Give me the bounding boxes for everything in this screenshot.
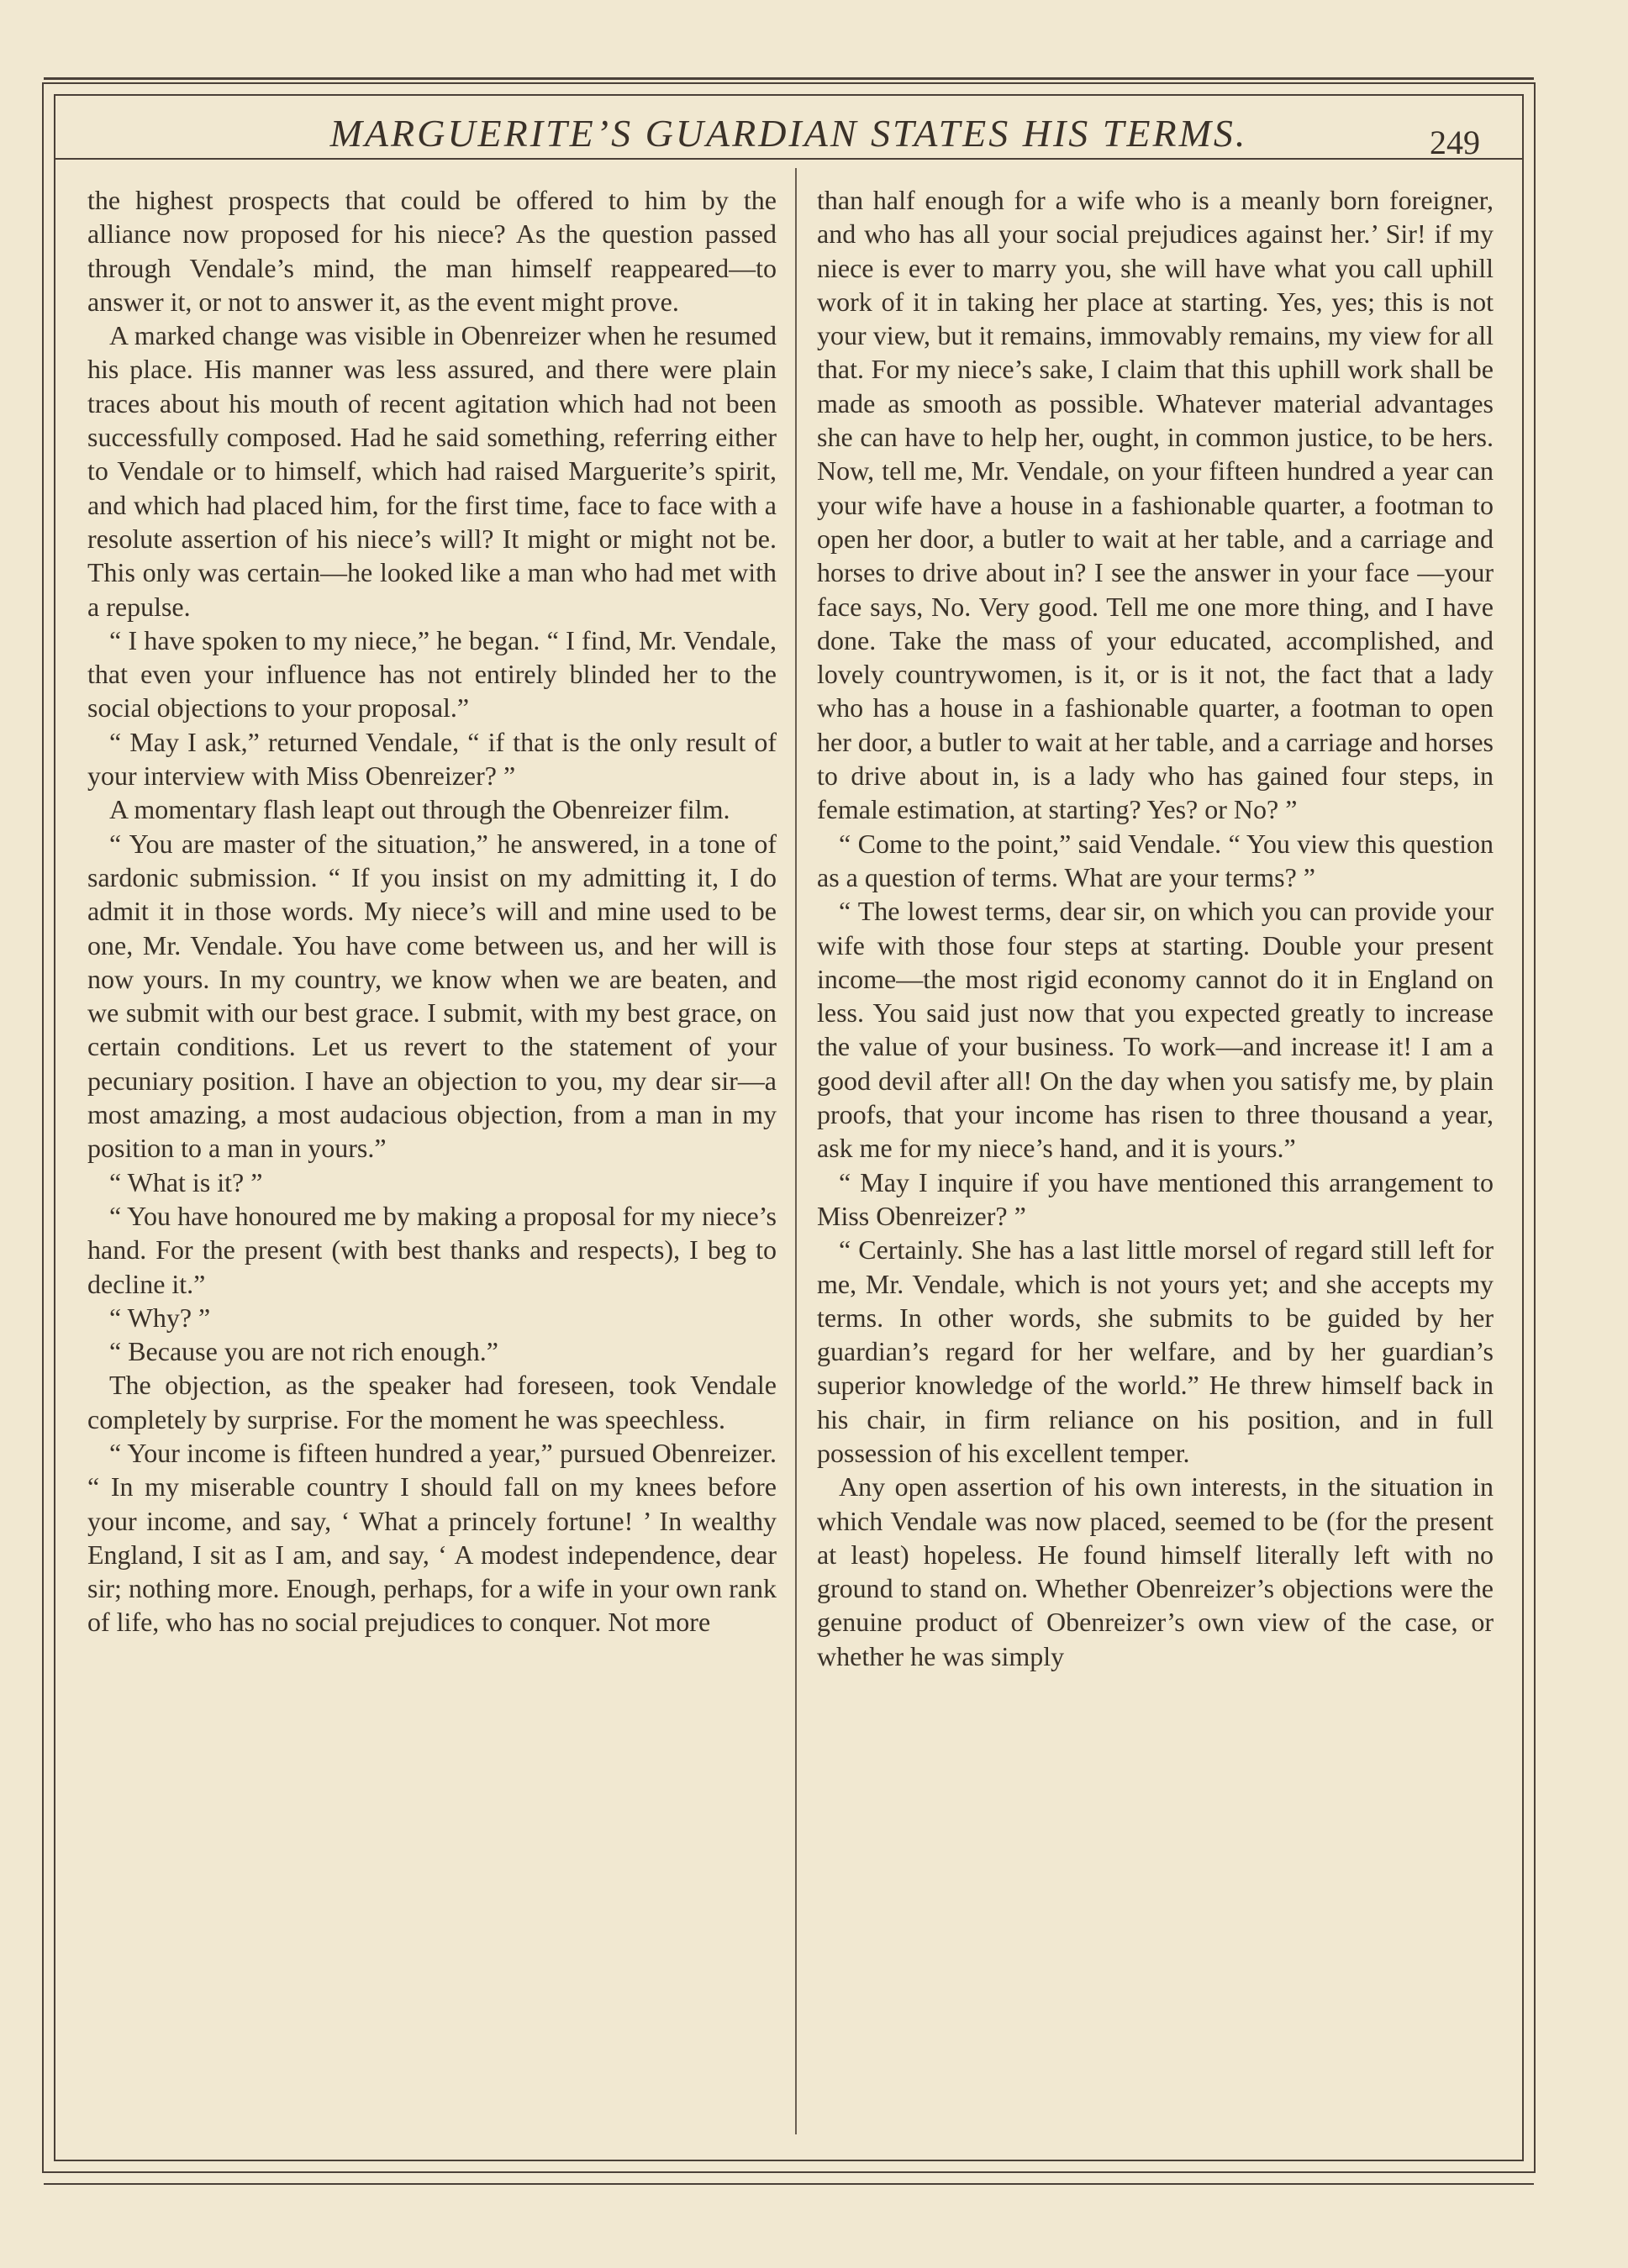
paragraph: “ I have spoken to my niece,” he began. “ I find, Mr. Vendale, that even your influence has not entirely blinded her to the social objections to your proposal.” xyxy=(87,624,777,724)
paragraph: “ You are master of the situation,” he answered, in a tone of sardonic submission. “ If you insist on my admitting it, I do admit it in those words. My niece’s will and mine used to be one, Mr. Vendale. You have come between us, and her will is now yours. In my country, we know when we are beaten, and we submit with our best grace. I submit, with my best grace, on certain conditions. Let us revert to the statement of your pecuniary position. I have an objection to you, my dear sir—a most amazing, a most audacious objection, from a man in my position to a man in yours.” xyxy=(87,828,777,1164)
paragraph: than half enough for a wife who is a meanly born foreigner, and who has all your social prejudices against her.’ Sir! if my niece is ever to marry you, she will have what you call uphill work of it in taking her place at starting. Yes, yes; this is not your view, but it remains, immovably remains, my view for all that. For my niece’s sake, I claim that this uphill work shall be made as smooth as possible. Whatever material advantages she can have to help her, ought, in common justice, to be hers. Now, tell me, Mr. Vendale, on your fifteen hundred a year can your wife have a house in a fashionable quarter, a footman to open her door, a butler to wait at her table, and a carriage and horses to drive about in? I see the answer in your face —your face says, No. Very good. Tell me one more thing, and I have done. Take the mass of your educated, accomplished, and lovely countrywomen, is it, or is it not, the fact that a lady who has a house in a fashionable quarter, a footman to open her door, a butler to wait at her table, and a carriage and horses to drive about in, is a lady who has gained four steps, in female estimation, at starting? Yes? or No? ” xyxy=(817,185,1494,825)
paragraph: “ What is it? ” xyxy=(109,1166,263,1197)
paragraph: A momentary flash leapt out through the Obenreizer film. xyxy=(109,794,730,825)
paragraph: “ May I ask,” returned Vendale, “ if that is the only result of your interview with Miss Obenreizer? ” xyxy=(87,726,777,792)
paragraph: “ Your income is fifteen hundred a year,” pursued Obenreizer. “ In my miserable country I should fall on my knees before your income, and say, ‘ What a princely fortune! ’ In wealthy England, I sit as I am, and say, ‘ A modest independence, dear sir; nothing more. Enough, perhaps, for a wife in your own rank of life, who has no social prejudices to conquer. Not more xyxy=(87,1437,777,1638)
page-header xyxy=(55,99,1522,160)
bottom-rule xyxy=(44,2183,1534,2185)
paragraph: Any open assertion of his own interests, in the situation in which Vendale was now placed, seemed to be (for the present at least) hopeless. He found himself literally left with no ground to stand on. Whether Obenreizer’s objections were the genuine product of Obenreizer’s own view of the case, or whether he was simply xyxy=(817,1471,1494,1671)
paragraph: “ Certainly. She has a last little morsel of regard still left for me, Mr. Vendale, which is not yours yet; and she accepts my terms. In other words, she submits to be guided by her guardian’s regard for her welfare, and by her guardian’s superior knowledge of the world.” He threw himself back in his chair, in firm reliance on his position, and in full possession of his excellent temper. xyxy=(817,1234,1494,1468)
paragraph: the highest prospects that could be offered to him by the alliance now proposed for his niece? As the question passed through Vendale’s mind, the man himself reappeared—to answer it, or not to answer it, as the event might prove. xyxy=(87,185,777,317)
paragraph: “ The lowest terms, dear sir, on which you can provide your wife with those four steps at starting. Double your present income—the most rigid economy cannot do it in England on less. You said just now that you expected greatly to increase the value of your business. To work—and increase it! I am a good devil after all! On the day when you satisfy me, by plain proofs, that your income has risen to three thousand a year, ask me for my niece’s hand, and it is yours.” xyxy=(817,896,1494,1164)
top-rule xyxy=(44,77,1534,80)
paragraph: “ May I inquire if you have mentioned this arrangement to Miss Obenreizer? ” xyxy=(817,1166,1494,1231)
paragraph: A marked change was visible in Obenreizer when he resumed his place. His manner was less assured, and there were plain traces about his mouth of recent agitation which had not been successfully composed. Had he said something, referring either to Vendale or to himself, which had raised Marguerite’s spirit, and which had placed him, for the first time, face to face with a resolute assertion of his niece’s will? It might or might not be. This only was certain—he looked like a man who had met with a repulse. xyxy=(87,320,777,622)
left-column xyxy=(87,183,777,2133)
column-divider xyxy=(795,168,797,2134)
paragraph: “ Why? ” xyxy=(109,1302,211,1333)
paragraph: “ You have honoured me by making a proposal for my niece’s hand. For the present (with best thanks and respects), I beg to decline it.” xyxy=(87,1200,777,1299)
paragraph: The objection, as the speaker had foreseen, took Vendale completely by surprise. For the moment he was speechless. xyxy=(87,1370,777,1434)
right-column xyxy=(817,183,1494,2133)
running-title: MARGUERITE’S GUARDIAN STATES HIS TERMS. xyxy=(329,112,1248,155)
paragraph: “ Because you are not rich enough.” xyxy=(109,1336,498,1367)
paragraph: “ Come to the point,” said Vendale. “ You view this question as a question of terms. What are your terms? ” xyxy=(817,828,1494,892)
page-number: 249 xyxy=(1430,124,1480,161)
